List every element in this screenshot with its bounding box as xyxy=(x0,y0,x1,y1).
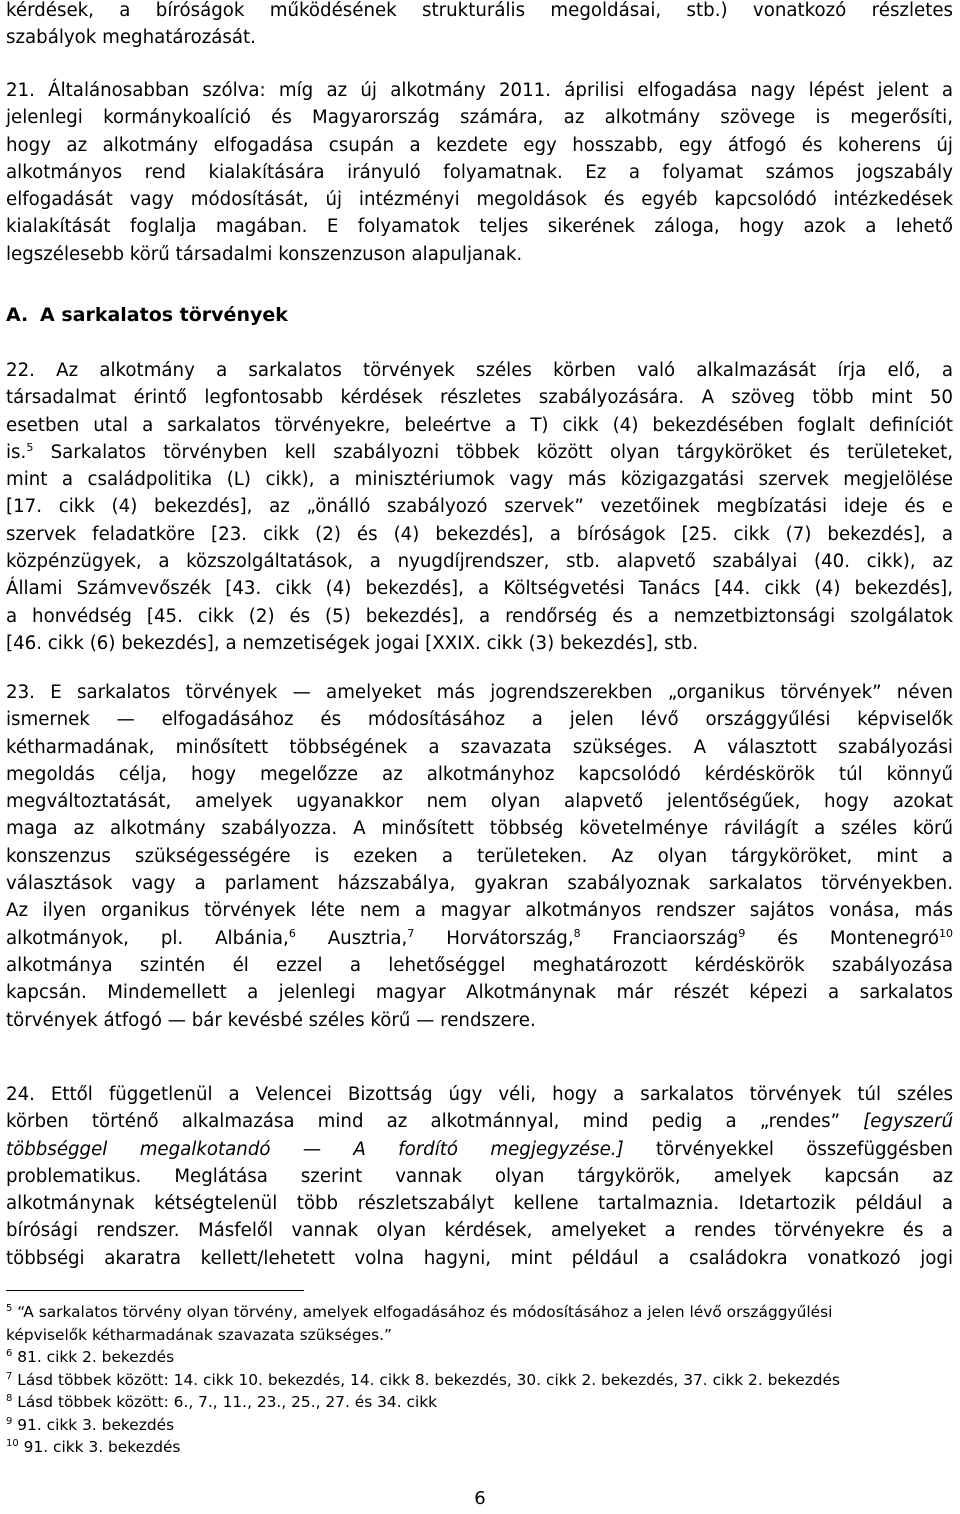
text-line xyxy=(6,1136,953,1163)
text-line xyxy=(6,1108,953,1135)
footnote-ref[interactable]: 10 xyxy=(938,926,953,940)
translator-note: többséggel megalkotandó — A fordító megjegyzése.] xyxy=(6,1138,624,1160)
text-line xyxy=(6,925,953,952)
page-number: 6 xyxy=(474,1488,486,1509)
section-heading xyxy=(6,302,288,329)
footnote-number: 5 xyxy=(6,1303,13,1314)
footnote-ref[interactable]: 9 xyxy=(738,926,746,940)
footnote-divider xyxy=(6,1290,304,1291)
text-line: bírósági rendszer. Másfelől vannak olyan kérdések, amelyeket a rendes törvényekre és a xyxy=(6,1220,953,1242)
paragraph-22 xyxy=(6,357,953,657)
text-line: többségi akaratra kellett/lehetett volna hagyni, mint például a családokra vonatkozó jogi xyxy=(6,1247,953,1269)
section-title: A sarkalatos törvények xyxy=(40,304,288,326)
footnote-ref[interactable]: 8 xyxy=(573,926,581,940)
text-line: megváltoztatását, amelyek ugyanakkor nem olyan alapvető jelentőségűek, hogy azokat xyxy=(6,791,953,813)
intro-paragraph xyxy=(6,0,953,52)
paragraph-23 xyxy=(6,679,953,1034)
text-line: mint a családpolitika (L) cikk), a minisztériumok vagy más közigazgatási szervek megjelölése xyxy=(6,469,953,491)
footnote-text: “A sarkalatos törvény olyan törvény, amelyek elfogadásához és módosításához a jelen lévő országgyűlési xyxy=(17,1303,833,1321)
text-line: elfogadását vagy módosítását, új intézményi megoldások és egyéb kapcsolódó intézkedések xyxy=(6,189,953,211)
footnote xyxy=(6,1414,953,1437)
text-line: legszélesebb körű társadalmi konszenzuson alapuljanak. xyxy=(6,243,523,265)
text-line: kérdések, a bíróságok működésének strukturális megoldásai, stb.) vonatkozó részletes xyxy=(6,0,953,21)
text-line: kapcsán. Mindemellett a jelenlegi magyar Alkotmánynak már részét képezi a sarkalatos xyxy=(6,982,953,1004)
footnote xyxy=(6,1436,953,1459)
text-line: maga az alkotmány szabályozza. A minősített többség követelménye rávilágít a széles körű xyxy=(6,818,953,840)
text-fragment: törvényekkel összefüggésben xyxy=(656,1138,953,1160)
text-line: közpénzügyek, a közszolgáltatások, a nyugdíjrendszer, stb. alapvető szabályai (40. cikk), az xyxy=(6,551,953,573)
text-line: ismernek — elfogadásához és módosításához a jelen lévő országgyűlési képviselők xyxy=(6,709,953,731)
country-name: Ausztria, xyxy=(327,927,408,949)
section-number: A. xyxy=(6,304,29,326)
country-name: Franciaország xyxy=(612,927,739,949)
text-line: kétharmadának, minősített többségének a szavazata szükséges. A választott szabályozási xyxy=(6,736,953,758)
footnote-text: 81. cikk 2. bekezdés xyxy=(17,1348,175,1366)
text-fragment: Sarkalatos törvényben kell szabályozni többek között olyan tárgyköröket és területeket, xyxy=(50,441,953,463)
text-line: 23. E sarkalatos törvények — amelyeket más jogrendszerekben „organikus törvények” néven xyxy=(6,682,953,703)
country-name: és Montenegró xyxy=(777,927,939,949)
text-line: megoldás célja, hogy megelőzze az alkotmányhoz kapcsolódó kérdéskörök túl könnyű xyxy=(6,763,953,785)
text-line: alkotmánya szintén él ezzel a lehetőséggel meghatározott kérdéskörök szabályozása xyxy=(6,954,953,976)
footnote-text: képviselők kétharmadának szavazata szükséges.” xyxy=(6,1325,393,1344)
text-line: hogy az alkotmány elfogadása csupán a kezdete egy hosszabb, egy átfogó és koherens új xyxy=(6,134,953,156)
text-line: választások vagy a parlament házszabálya, gyakran szabályoznak sarkalatos törvényekben. xyxy=(6,873,953,895)
text-line: kialakítását foglalja magában. E folyamatok teljes sikerének záloga, hogy azok a lehető xyxy=(6,216,953,238)
footnote-ref[interactable]: 6 xyxy=(288,926,296,940)
text-line: problematikus. Meglátása szerint vannak olyan tárgykörök, amelyek kapcsán az xyxy=(6,1165,953,1187)
text-line: 22. Az alkotmány a sarkalatos törvények széles körben való alkalmazását írja elő, a xyxy=(6,360,953,381)
footnote-number: 10 xyxy=(6,1438,19,1449)
footnote-number: 8 xyxy=(6,1393,13,1404)
text-line: esetben utal a sarkalatos törvényekre, beleértve a T) cikk (4) bekezdésében foglalt definíciót xyxy=(6,414,953,436)
country-name: Horvátország, xyxy=(446,927,574,949)
translator-note: [egyszerű xyxy=(863,1111,953,1133)
footnote-text: Lásd többek között: 14. cikk 10. bekezdés, 14. cikk 8. bekezdés, 30. cikk 2. bekezdés, 37. cikk 2. bekezdés xyxy=(17,1370,841,1389)
text-line: Az ilyen organikus törvények léte nem a magyar alkotmányos rendszer sajátos vonása, más xyxy=(6,900,953,922)
text-line: 21. Általánosabban szólva: míg az új alkotmány 2011. áprilisi elfogadása nagy lépést jelent a xyxy=(6,80,953,101)
text-line: Állami Számvevőszék [43. cikk (4) bekezdés], a Költségvetési Tanács [44. cikk (4) bekezdés], xyxy=(6,578,953,600)
text-line: [46. cikk (6) bekezdés], a nemzetiségek jogai [XXIX. cikk (3) bekezdés], stb. xyxy=(6,632,699,654)
footnote xyxy=(6,1301,953,1324)
text-fragment: is. xyxy=(6,441,27,463)
footnote-text: 91. cikk 3. bekezdés xyxy=(17,1415,175,1434)
footnote-text: 91. cikk 3. bekezdés xyxy=(23,1438,181,1456)
text-line: törvények átfogó — bár kevésbé széles körű — rendszere. xyxy=(6,1009,536,1031)
text-line xyxy=(6,439,953,466)
text-line: szervek feladatköre [23. cikk (2) és (4) bekezdés], a bíróságok [25. cikk (7) bekezdés], a xyxy=(6,523,953,545)
footnote-ref[interactable]: 7 xyxy=(407,926,415,940)
text-line: alkotmányos rend kialakítására irányuló folyamatnak. Ez a folyamat számos jogszabály xyxy=(6,161,953,183)
footnote xyxy=(6,1391,953,1414)
footnote-ref[interactable]: 5 xyxy=(26,440,34,454)
text-line: jelenlegi kormánykoalíció és Magyarország számára, az alkotmány szövege is megerősíti, xyxy=(6,107,953,129)
paragraph-24 xyxy=(6,1081,953,1272)
text-line: [17. cikk (4) bekezdés], az „önálló szabályozó szervek” vezetőinek megbízatási ideje és e xyxy=(6,496,953,518)
footnote xyxy=(6,1346,953,1369)
text-line: társadalmat érintő legfontosabb kérdések részletes szabályozására. A szöveg több mint 50 xyxy=(6,387,953,409)
footnote-text: Lásd többek között: 6., 7., 11., 23., 25., 27. és 34. cikk xyxy=(17,1393,438,1411)
footnote xyxy=(6,1324,953,1347)
footnote-number: 7 xyxy=(6,1370,13,1382)
text-line: szabályok meghatározását. xyxy=(6,27,256,49)
text-line: konszenzus szükségességére is ezeken a területeken. Az olyan tárgyköröket, mint a xyxy=(6,845,953,867)
paragraph-21 xyxy=(6,77,953,268)
text-line: alkotmánynak kétségtelenül több részletszabályt kellene tartalmaznia. Idetartozik például a xyxy=(6,1193,953,1215)
text-line: 24. Ettől függetlenül a Velencei Bizottság úgy véli, hogy a sarkalatos törvények túl széles xyxy=(6,1084,953,1105)
text-fragment: alkotmányok, pl. Albánia, xyxy=(6,927,289,949)
text-fragment: körben történő alkalmazása mind az alkotmánnyal, mind pedig a „rendes” xyxy=(6,1111,841,1133)
footnote xyxy=(6,1369,953,1392)
footnote-number: 6 xyxy=(6,1348,13,1359)
footnotes xyxy=(6,1301,953,1459)
text-line: a honvédség [45. cikk (2) és (5) bekezdés], a rendőrség és a nemzetbiztonsági szolgálatok xyxy=(6,605,953,627)
footnote-number: 9 xyxy=(6,1415,13,1427)
